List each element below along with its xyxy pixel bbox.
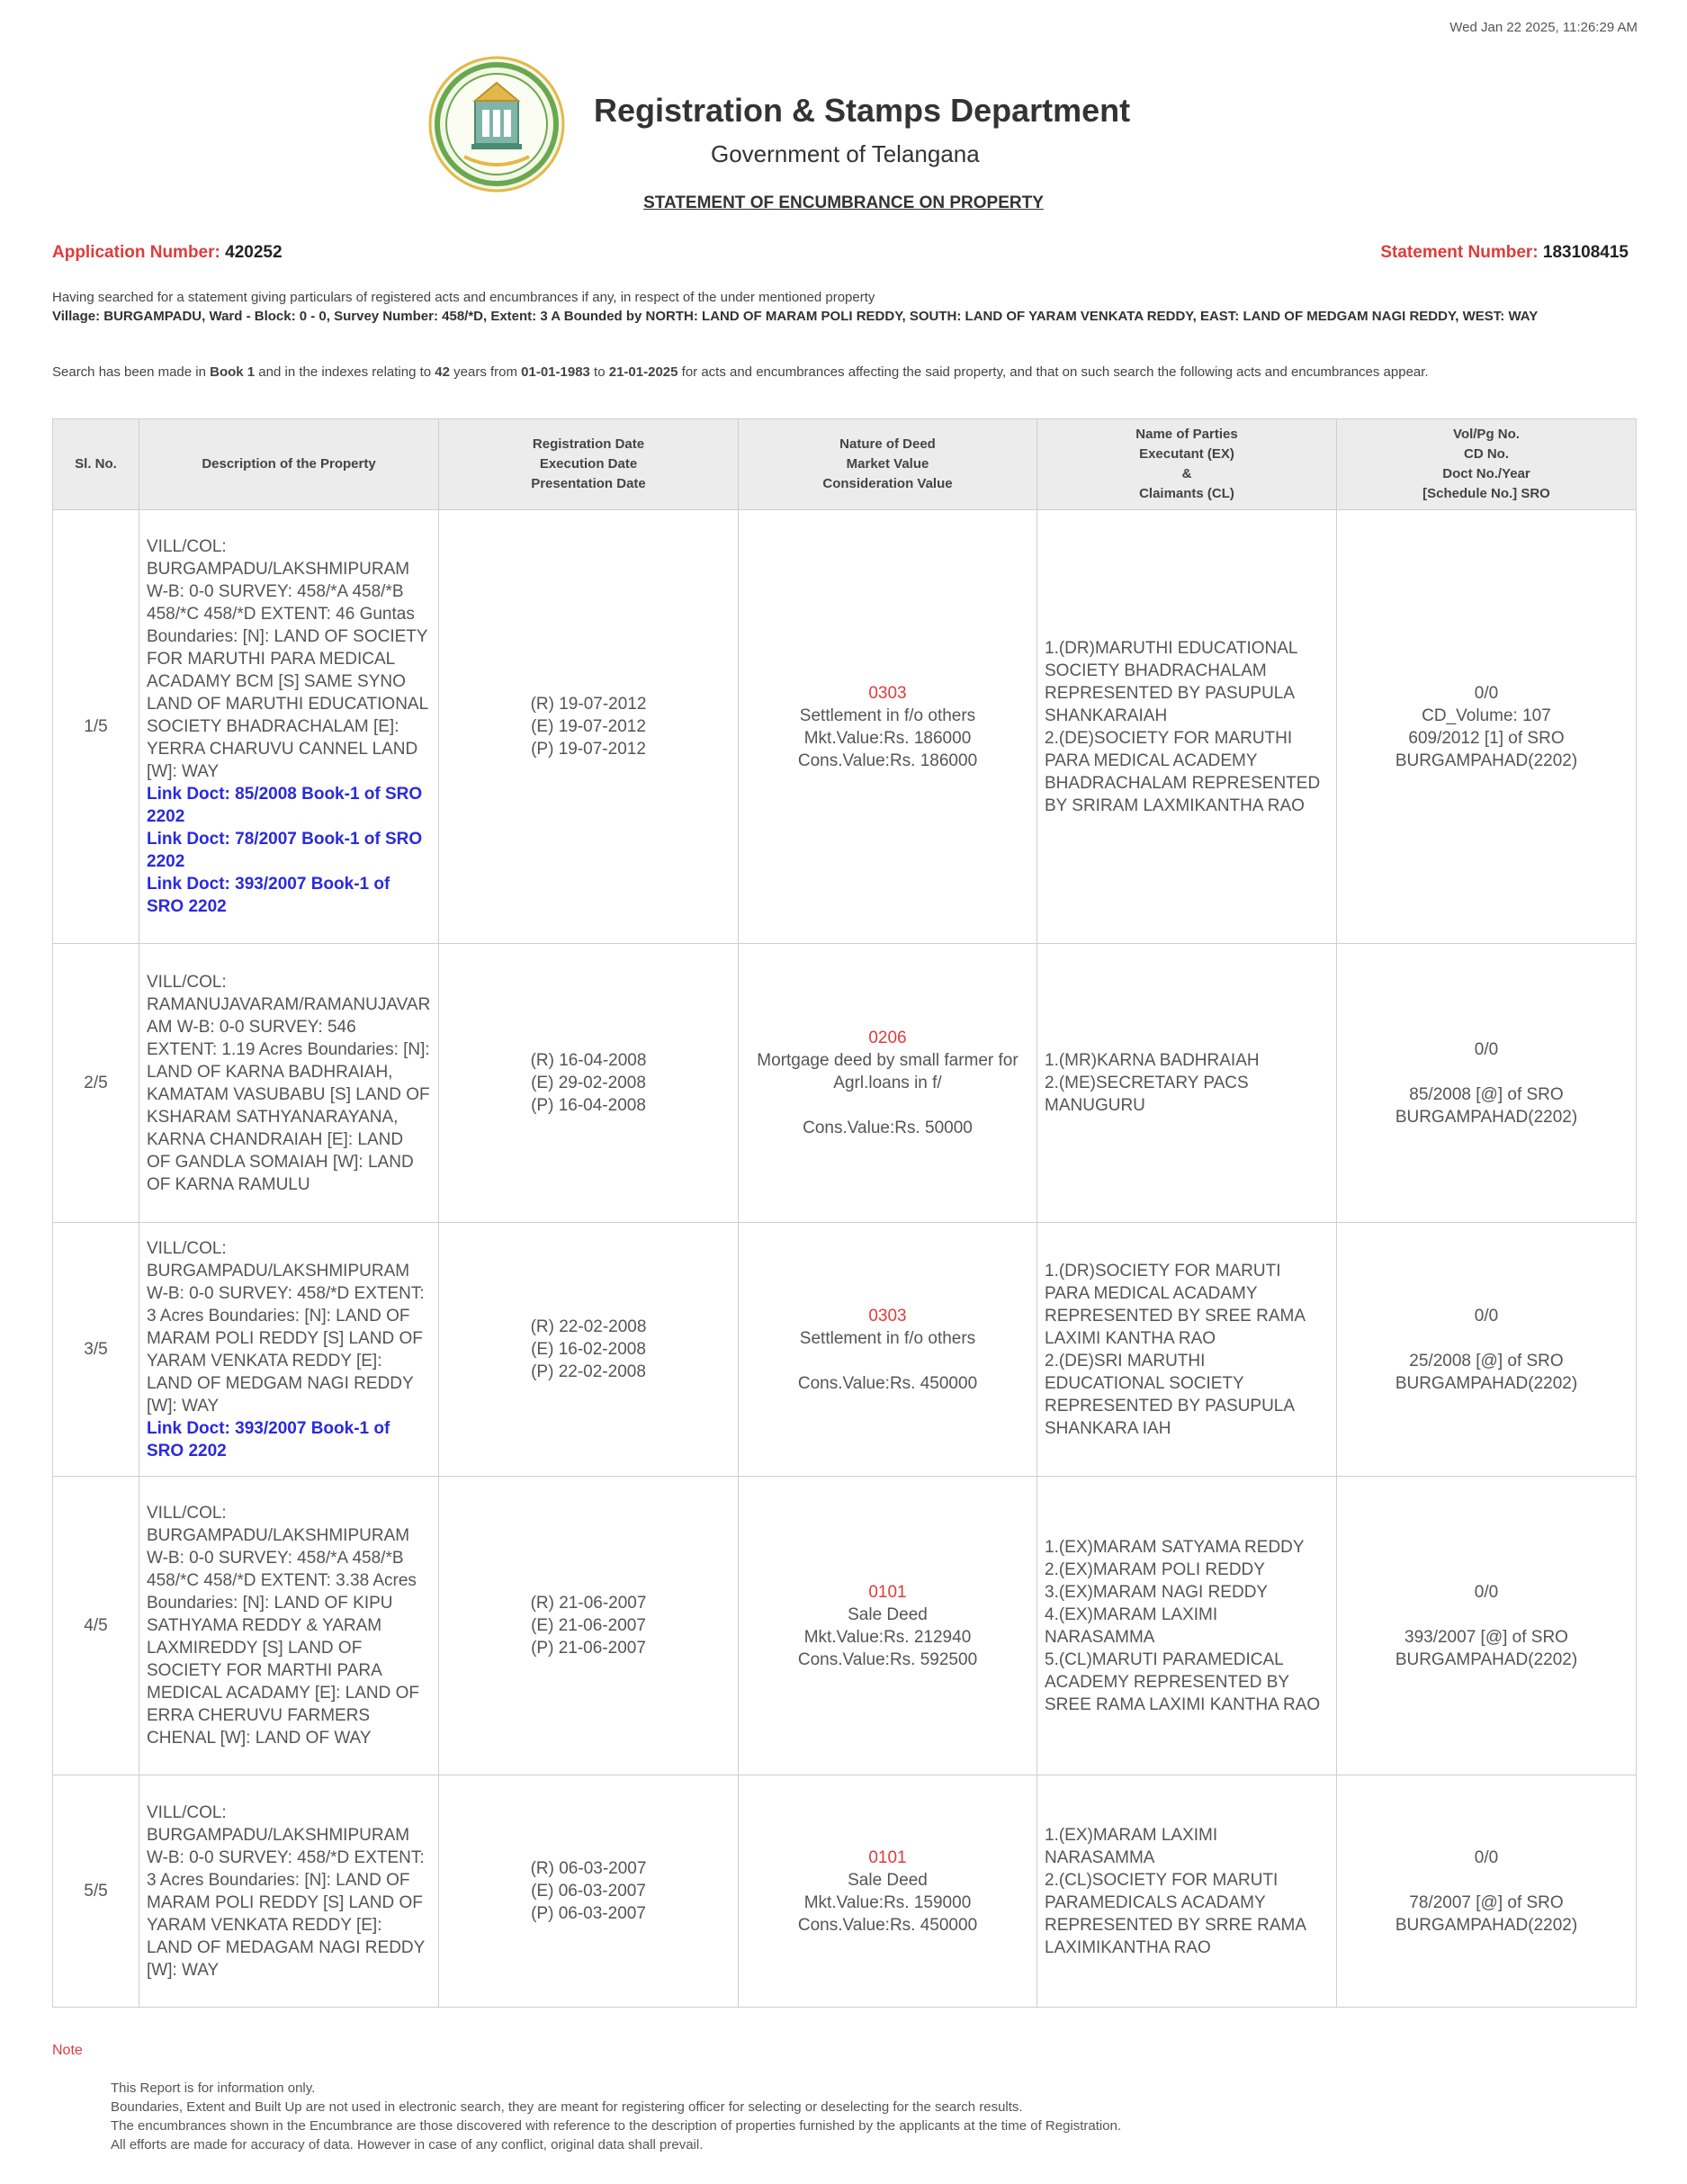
- cell-dates: [439, 1775, 739, 2008]
- cell-vol: [1337, 1223, 1637, 1477]
- date-line: (E) 21-06-2007: [531, 1616, 646, 1635]
- header-line: Nature of Deed: [839, 436, 936, 452]
- search-text: for acts and encumbrances affecting the said property, and that on such search the following acts and encumbrances appear.: [677, 364, 1429, 380]
- search-from-date: 01-01-1983: [521, 364, 590, 380]
- note-line: All efforts are made for accuracy of data. However in case of any conflict, original data shall prevail.: [111, 2137, 704, 2153]
- property-details: Village: BURGAMPADU, Ward - Block: 0 - 0, Survey Number: 458/*D, Extent: 3 A Bounded by NORTH: LAND OF MARAM POLI REDDY, SOUTH: LAND OF YARAM VENKATA REDDY, EAST: LAND OF MEDGAM NAGI REDDY, WEST: WAY: [52, 309, 1539, 324]
- link-doct[interactable]: Link Doct: 85/2008 Book-1 of SRO 2202: [147, 785, 423, 826]
- party-line: 2.(DE)SOCIETY FOR MARUTHI PARA MEDICAL ACADEMY BHADRACHALAM REPRESENTED BY SRIRAM LAXMIKANTHA RAO: [1045, 728, 1321, 815]
- intro-text: Having searched for a statement giving particulars of registered acts and encumbrances if any, in respect of the under mentioned property: [52, 290, 875, 305]
- telangana-seal-icon: [428, 56, 565, 193]
- header-sl-no: Sl. No.: [53, 419, 139, 510]
- header-line: Consideration Value: [822, 476, 953, 491]
- vol-line: 78/2007 [@] of SRO BURGAMPAHAD(2202): [1395, 1892, 1578, 1935]
- cell-description: [139, 510, 439, 944]
- party-line: 2.(ME)SECRETARY PACS MANUGURU: [1045, 1074, 1249, 1115]
- deed-code: 0303: [868, 683, 907, 703]
- deed-line: Mkt.Value:Rs. 186000: [803, 728, 972, 748]
- department-title: Registration & Stamps Department: [594, 92, 1131, 129]
- search-text: and in the indexes relating to: [255, 364, 435, 380]
- header-line: [Schedule No.] SRO: [1422, 486, 1550, 501]
- note-list: [111, 2079, 1121, 2154]
- cell-dates: [439, 510, 739, 944]
- header-line: Vol/Pg No.: [1453, 427, 1520, 442]
- vol-line: CD_Volume: 107: [1422, 706, 1551, 725]
- date-line: (E) 29-02-2008: [531, 1074, 646, 1092]
- header-vol: [1337, 419, 1637, 510]
- cell-description: [139, 1477, 439, 1775]
- deed-line: Cons.Value:Rs. 50000: [803, 1119, 973, 1137]
- cell-deed: [739, 510, 1037, 944]
- vol-line: 609/2012 [1] of SRO BURGAMPAHAD(2202): [1395, 728, 1578, 770]
- cell-vol: [1337, 1477, 1637, 1775]
- property-description: VILL/COL: BURGAMPADU/LAKSHMIPURAM W-B: 0-0 SURVEY: 458/*A 458/*B 458/*C 458/*D EXTENT: 3.38 Acres Boundaries: [N]: LAND OF KIPU SATHYAMA REDDY & YARAM LAXMIREDDY [S] LAND OF SOCIETY FOR MARTHI PARA MEDICAL ACADAMY [E]: LAND OF ERRA CHERUVU FARMERS CHENAL [W]: LAND OF WAY: [147, 1504, 420, 1748]
- note-line: This Report is for information only.: [111, 2081, 316, 2096]
- date-line: (R) 21-06-2007: [530, 1594, 647, 1613]
- vol-line: [1344, 1061, 1629, 1083]
- deed-line: Settlement in f/o others: [799, 706, 976, 725]
- header-line: Market Value: [846, 456, 929, 472]
- date-line: (P) 06-03-2007: [531, 1904, 646, 1923]
- deed-line: Cons.Value:Rs. 186000: [797, 750, 978, 770]
- date-line: (P) 21-06-2007: [531, 1639, 646, 1658]
- link-doct[interactable]: Link Doct: 393/2007 Book-1 of SRO 2202: [147, 875, 390, 916]
- table-header-row: [53, 419, 1637, 510]
- cell-sl-no: 5/5: [53, 1775, 139, 2008]
- vol-line: [1344, 1604, 1629, 1626]
- party-line: 4.(EX)MARAM LAXIMI NARASAMMA: [1045, 1604, 1218, 1647]
- application-number-label: Application Number:: [52, 243, 220, 262]
- cell-parties: [1037, 1775, 1337, 2008]
- vol-line: 85/2008 [@] of SRO BURGAMPAHAD(2202): [1395, 1084, 1578, 1127]
- department-subtitle: Government of Telangana: [711, 140, 980, 167]
- deed-line: Settlement in f/o others: [799, 1328, 976, 1348]
- party-line: 2.(EX)MARAM POLI REDDY: [1045, 1559, 1265, 1579]
- table-row: [53, 1477, 1637, 1775]
- cell-deed: [739, 1477, 1037, 1775]
- property-description: VILL/COL: BURGAMPADU/LAKSHMIPURAM W-B: 0-0 SURVEY: 458/*D EXTENT: 3 Acres Boundaries: [N]: LAND OF MARAM POLI REDDY [S] LAND OF YARAM VENKATA REDDY [E]: LAND OF MEDAGAM NAGI REDDY [W]: WAY: [147, 1802, 425, 1980]
- cell-description: [139, 1775, 439, 2008]
- header-line: Claimants (CL): [1139, 486, 1234, 501]
- header-line: Execution Date: [539, 456, 638, 472]
- cell-sl-no: 4/5: [53, 1477, 139, 1775]
- header-dates: [439, 419, 739, 510]
- deed-line: [746, 1350, 1029, 1372]
- cell-parties: [1037, 1477, 1337, 1775]
- party-line: 1.(EX)MARAM LAXIMI NARASAMMA: [1045, 1825, 1218, 1867]
- party-line: 1.(EX)MARAM SATYAMA REDDY: [1045, 1537, 1305, 1557]
- cell-parties: [1037, 944, 1337, 1223]
- header-line: Doct No./Year: [1442, 466, 1530, 481]
- note-line: Boundaries, Extent and Built Up are not used in electronic search, they are meant for registering officer for selecting or deselecting for the search results.: [111, 2099, 1023, 2115]
- statement-number: [1380, 243, 1629, 263]
- deed-line: Sale Deed: [848, 1870, 928, 1890]
- table-row: [53, 1775, 1637, 2008]
- cell-sl-no: 2/5: [53, 944, 139, 1223]
- cell-parties: [1037, 510, 1337, 944]
- table-row: [53, 1223, 1637, 1477]
- deed-line: Sale Deed: [848, 1604, 928, 1624]
- party-line: 1.(MR)KARNA BADHRAIAH: [1045, 1051, 1260, 1070]
- header-parties: [1037, 419, 1337, 510]
- table-row: [53, 510, 1637, 944]
- cell-vol: [1337, 944, 1637, 1223]
- deed-line: Mortgage deed by small farmer for Agrl.loans in f/: [757, 1051, 1018, 1092]
- search-years: 42: [435, 364, 450, 380]
- date-line: (E) 16-02-2008: [531, 1340, 646, 1359]
- statement-title: STATEMENT OF ENCUMBRANCE ON PROPERTY: [643, 193, 1044, 212]
- date-line: (P) 22-02-2008: [531, 1362, 646, 1381]
- deed-code: 0303: [868, 1306, 907, 1326]
- link-doct[interactable]: Link Doct: 78/2007 Book-1 of SRO 2202: [147, 830, 423, 871]
- vol-line: 393/2007 [@] of SRO BURGAMPAHAD(2202): [1395, 1627, 1578, 1669]
- cell-sl-no: 3/5: [53, 1223, 139, 1477]
- vol-line: 0/0: [1474, 1306, 1499, 1326]
- header-line: Name of Parties: [1135, 427, 1238, 442]
- header-line: CD No.: [1464, 446, 1509, 462]
- search-book: Book 1: [210, 364, 256, 380]
- party-line: 2.(CL)SOCIETY FOR MARUTI PARAMEDICALS ACADAMY REPRESENTED BY SRRE RAMA LAXIMIKANTHA RAO: [1045, 1870, 1306, 1957]
- vol-line: [1344, 1869, 1629, 1892]
- cell-deed: [739, 944, 1037, 1223]
- vol-line: 25/2008 [@] of SRO BURGAMPAHAD(2202): [1395, 1351, 1578, 1393]
- cell-description: [139, 944, 439, 1223]
- header: [0, 56, 1687, 200]
- application-number: [52, 243, 283, 263]
- link-doct[interactable]: Link Doct: 393/2007 Book-1 of SRO 2202: [147, 1418, 390, 1460]
- deed-code: 0101: [868, 1582, 907, 1602]
- property-description: VILL/COL: RAMANUJAVARAM/RAMANUJAVARAM W-B: 0-0 SURVEY: 546 EXTENT: 1.19 Acres Boundaries: [N]: LAND OF KARNA BADHRAIAH, KAMATAM VASUBABU [S] LAND OF KSHARAM SATHYANARAYANA, KARNA CHANDRAIAH [E]: LAND OF GANDLA SOMAIAH [W]: LAND OF KARNA RAMULU: [147, 972, 431, 1194]
- party-line: 1.(DR)SOCIETY FOR MARUTI PARA MEDICAL ACADAMY REPRESENTED BY SREE RAMA LAXIMI KANTHA RAO: [1045, 1261, 1305, 1348]
- search-text: Search has been made in: [52, 364, 211, 380]
- deed-line: Cons.Value:Rs. 592500: [797, 1649, 978, 1669]
- deed-line: Cons.Value:Rs. 450000: [797, 1373, 978, 1393]
- cell-sl-no: 1/5: [53, 510, 139, 944]
- property-description: VILL/COL: BURGAMPADU/LAKSHMIPURAM W-B: 0-0 SURVEY: 458/*A 458/*B 458/*C 458/*D EXTENT: 46 Guntas Boundaries: [N]: LAND OF SOCIETY FOR MARUTHI PARA MEDICAL ACADAMY BCM [S] SAME SYNO LAND OF MARUTHI EDUCATIONAL SOCIETY BHADRACHALAM [E]: YERRA CHARUVU CANNEL LAND [W]: WAY: [147, 537, 428, 781]
- note-label: Note: [52, 2043, 83, 2058]
- cell-parties: [1037, 1223, 1337, 1477]
- statement-number-label: Statement Number:: [1380, 243, 1539, 262]
- encumbrance-table: [52, 418, 1637, 2008]
- date-line: (E) 19-07-2012: [531, 717, 646, 736]
- search-scope: [52, 363, 1636, 382]
- deed-line: Mkt.Value:Rs. 212940: [803, 1627, 972, 1647]
- header-line: Presentation Date: [531, 476, 646, 491]
- cell-vol: [1337, 1775, 1637, 2008]
- cell-description: [139, 1223, 439, 1477]
- date-line: (E) 06-03-2007: [531, 1882, 646, 1901]
- cell-vol: [1337, 510, 1637, 944]
- vol-line: 0/0: [1474, 1847, 1499, 1867]
- table-row: [53, 944, 1637, 1223]
- deed-line: Cons.Value:Rs. 450000: [797, 1915, 978, 1935]
- header-line: Executant (EX): [1139, 446, 1234, 462]
- deed-code: 0206: [868, 1029, 907, 1047]
- date-line: (R) 06-03-2007: [530, 1859, 647, 1878]
- deed-line: Mkt.Value:Rs. 159000: [803, 1892, 972, 1912]
- header-description: Description of the Property: [139, 419, 439, 510]
- date-line: (R) 19-07-2012: [530, 695, 647, 714]
- deed-code: 0101: [868, 1847, 907, 1867]
- vol-line: 0/0: [1474, 683, 1499, 703]
- search-text: to: [589, 364, 609, 380]
- application-number-value: 420252: [225, 243, 283, 262]
- date-line: (R) 16-04-2008: [530, 1051, 647, 1070]
- party-line: 1.(DR)MARUTHI EDUCATIONAL SOCIETY BHADRACHALAM REPRESENTED BY PASUPULA SHANKARAIAH: [1045, 638, 1297, 725]
- note-line: The encumbrances shown in the Encumbrance are those discovered with reference to the description of properties furnished by the applicants at the time of Registration.: [111, 2118, 1122, 2134]
- search-to-date: 21-01-2025: [608, 364, 678, 380]
- party-line: 3.(EX)MARAM NAGI REDDY: [1045, 1582, 1269, 1602]
- date-line: (P) 16-04-2008: [531, 1096, 646, 1115]
- cell-dates: [439, 944, 739, 1223]
- search-text: years from: [449, 364, 522, 380]
- search-intro: [52, 288, 1636, 326]
- party-line: 5.(CL)MARUTI PARAMEDICAL ACADEMY REPRESENTED BY SREE RAMA LAXIMI KANTHA RAO: [1045, 1649, 1321, 1714]
- header-deed: [739, 419, 1037, 510]
- report-timestamp: Wed Jan 22 2025, 11:26:29 AM: [1449, 20, 1638, 35]
- vol-line: 0/0: [1474, 1582, 1499, 1602]
- cell-deed: [739, 1223, 1037, 1477]
- header-line: Registration Date: [532, 436, 645, 452]
- party-line: 2.(DE)SRI MARUTHI EDUCATIONAL SOCIETY REPRESENTED BY PASUPULA SHANKARA IAH: [1045, 1351, 1295, 1438]
- date-line: (P) 19-07-2012: [531, 740, 646, 759]
- deed-line: [746, 1094, 1029, 1117]
- cell-deed: [739, 1775, 1037, 2008]
- vol-line: [1344, 1327, 1629, 1350]
- cell-dates: [439, 1477, 739, 1775]
- property-description: VILL/COL: BURGAMPADU/LAKSHMIPURAM W-B: 0-0 SURVEY: 458/*D EXTENT: 3 Acres Boundaries: [N]: LAND OF MARAM POLI REDDY [S] LAND OF YARAM VENKATA REDDY [E]: LAND OF MEDGAM NAGI REDDY [W]: WAY: [147, 1238, 425, 1416]
- vol-line: 0/0: [1474, 1039, 1499, 1059]
- cell-dates: [439, 1223, 739, 1477]
- statement-number-value: 183108415: [1542, 243, 1629, 262]
- date-line: (R) 22-02-2008: [530, 1317, 647, 1336]
- header-line: &: [1181, 466, 1192, 481]
